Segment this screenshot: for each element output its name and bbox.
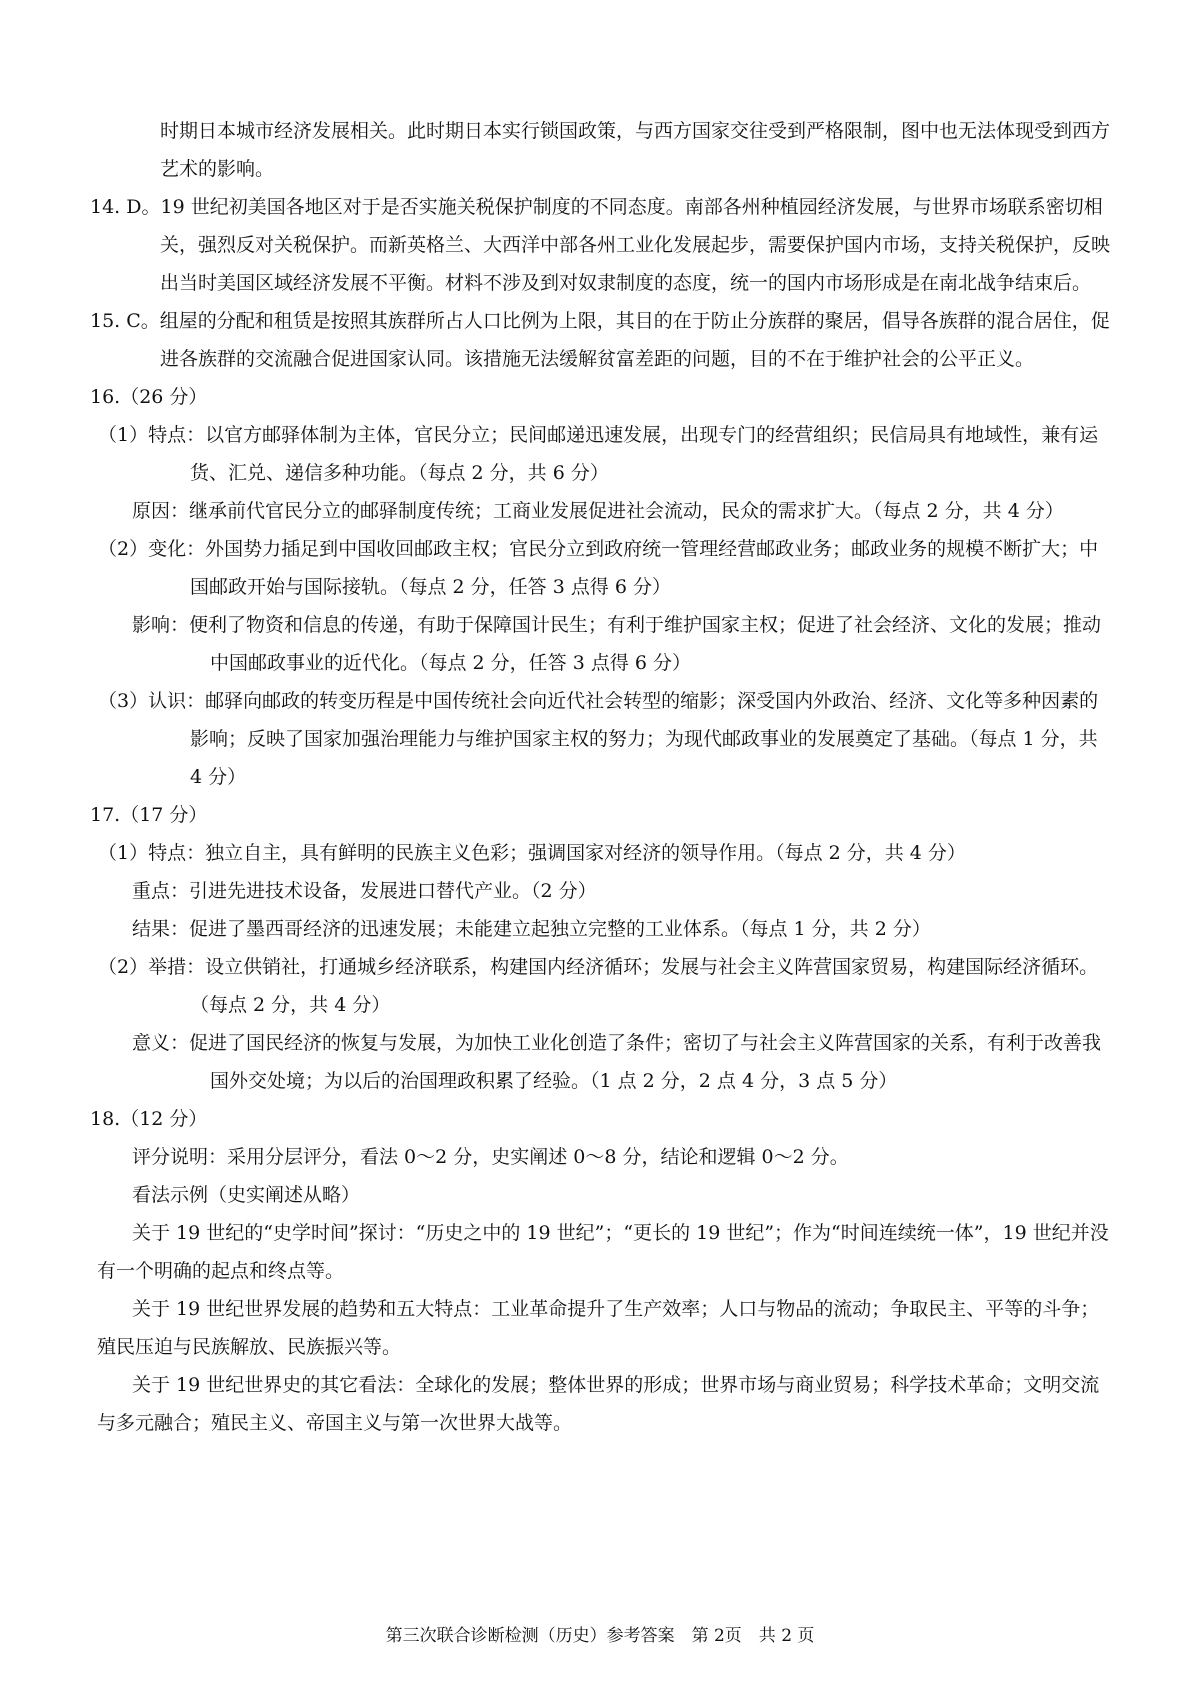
- answer-17-1-features: （1）特点：独立自主，具有鲜明的民族主义色彩；强调国家对经济的领导作用。（每点 2 分，共 4 分）: [98, 842, 966, 864]
- answer-16-2-changes: （2）变化：外国势力插足到中国收回邮政主权；官民分立到政府统一管理经营邮政业务；邮政业务的规模不断扩大；中国邮政开始与国际接轨。（每点 2 分，任答 3 点得 6 分）: [98, 538, 1099, 598]
- answer-17-1-focus: 重点：引进先进技术设备，发展进口替代产业。（2 分）: [132, 880, 597, 902]
- answer-18-examples-label: 看法示例（史实阐述从略）: [132, 1184, 361, 1206]
- question-17-heading: 17.（17 分）: [90, 804, 208, 826]
- answer-content: [0, 112, 1200, 1442]
- answer-16-3-understanding: （3）认识：邮驿向邮政的转变历程是中国传统社会向近代社会转型的缩影；深受国内外政治、经济、文化等多种因素的影响；反映了国家加强治理能力与维护国家主权的努力；为现代邮政事业的发展奠定了基础。（每点 1 分，共 4 分）: [98, 690, 1099, 788]
- answer-17-2-significance: 意义：促进了国民经济的恢复与发展，为加快工业化创造了条件；密切了与社会主义阵营国家的关系，有利于改善我国外交处境；为以后的治国理政积累了经验。（1 点 2 分，2 点 4 分，3 点 5 分）: [132, 1032, 1102, 1092]
- answer-18-example-1: 关于 19 世纪的“史学时间”探讨：“历史之中的 19 世纪”；“更长的 19 世纪”；作为“时间连续统一体”，19 世纪并没有一个明确的起点和终点等。: [97, 1222, 1109, 1282]
- question-18-heading: 18.（12 分）: [90, 1108, 208, 1130]
- page-footer: 第三次联合诊断检测（历史）参考答案 第 2页 共 2 页: [385, 1626, 815, 1646]
- answer-17-1-results: 结果：促进了墨西哥经济的迅速发展；未能建立起独立完整的工业体系。（每点 1 分，共 2 分）: [132, 918, 931, 940]
- answer-17-2-measures: （2）举措：设立供销社，打通城乡经济联系，构建国内经济循环；发展与社会主义阵营国家贸易，构建国际经济循环。（每点 2 分，共 4 分）: [98, 956, 1099, 1016]
- answer-16-2-impact: 影响：便利了物资和信息的传递，有助于保障国计民生；有利于维护国家主权；促进了社会经济、文化的发展；推动中国邮政事业的近代化。（每点 2 分，任答 3 点得 6 分）: [132, 614, 1102, 674]
- answer-16-1-reasons: 原因：继承前代官民分立的邮驿制度传统；工商业发展促进社会流动，民众的需求扩大。（每点 2 分，共 4 分）: [132, 500, 1064, 522]
- answer-13-continuation: 时期日本城市经济发展相关。此时期日本实行锁国政策，与西方国家交往受到严格限制，图中也无法体现受到西方艺术的影响。: [160, 120, 1111, 180]
- answer-16-1-features: （1）特点：以官方邮驿体制为主体，官民分立；民间邮递迅速发展，出现专门的经营组织；民信局具有地域性，兼有运货、汇兑、递信多种功能。（每点 2 分，共 6 分）: [98, 424, 1099, 484]
- question-16-heading: 16.（26 分）: [90, 386, 208, 408]
- answer-14: 14. D。19 世纪初美国各地区对于是否实施关税保护制度的不同态度。南部各州种植园经济发展，与世界市场联系密切相关，强烈反对关税保护。而新英格兰、大西洋中部各州工业化发展起步，需要保护国内市场，支持关税保护，反映出当时美国区域经济发展不平衡。材料不涉及到对奴隶制度的态度，统一的国内市场形成是在南北战争结束后。: [90, 196, 1111, 294]
- answer-18-example-2: 关于 19 世纪世界发展的趋势和五大特点：工业革命提升了生产效率；人口与物品的流动；争取民主、平等的斗争；殖民压迫与民族解放、民族振兴等。: [97, 1298, 1100, 1358]
- answer-15: 15. C。组屋的分配和租赁是按照其族群所占人口比例为上限，其目的在于防止分族群的聚居，倡导各族群的混合居住，促进各族群的交流融合促进国家认同。该措施无法缓解贫富差距的问题，目的不在于维护社会的公平正义。: [90, 310, 1110, 370]
- answer-18-example-3: 关于 19 世纪世界史的其它看法：全球化的发展；整体世界的形成；世界市场与商业贸易；科学技术革命；文明交流与多元融合；殖民主义、帝国主义与第一次世界大战等。: [97, 1374, 1100, 1434]
- answer-18-scoring: 评分说明：采用分层评分，看法 0～2 分，史实阐述 0～8 分，结论和逻辑 0～2 分。: [132, 1146, 849, 1168]
